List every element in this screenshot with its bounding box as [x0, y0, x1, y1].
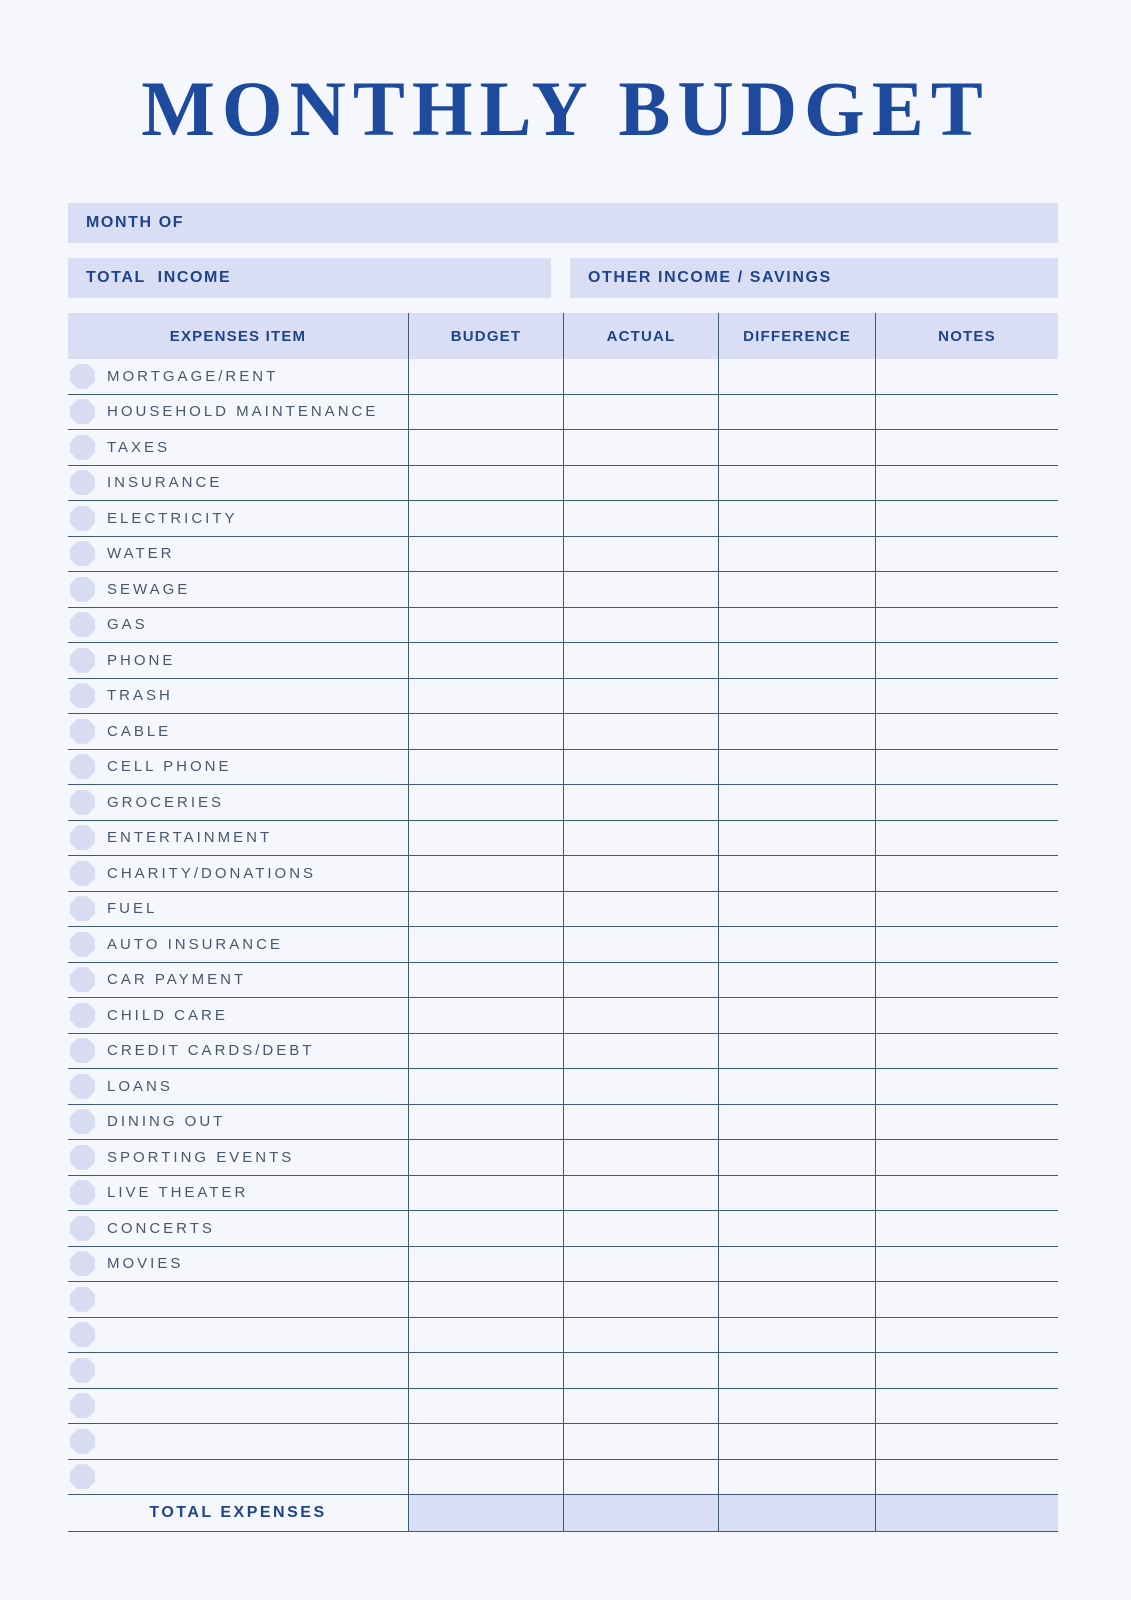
empty-expense-row	[68, 1424, 1058, 1460]
actual-cell	[563, 821, 718, 856]
difference-cell	[718, 963, 875, 998]
expense-item-cell	[68, 1140, 408, 1175]
expense-item-cell	[68, 785, 408, 820]
bullet-icon	[70, 470, 95, 495]
bullet-icon	[70, 683, 95, 708]
bullet-icon	[70, 719, 95, 744]
difference-cell	[718, 1318, 875, 1353]
expense-row	[68, 466, 1058, 502]
bullet-icon	[70, 1074, 95, 1099]
difference-cell	[718, 927, 875, 962]
notes-cell	[875, 1105, 1058, 1140]
expense-item-label: GAS	[107, 616, 148, 634]
difference-cell	[718, 537, 875, 572]
bullet-icon	[70, 1464, 95, 1489]
other-income-savings-field	[570, 258, 1058, 298]
bullet-icon	[70, 364, 95, 389]
difference-cell	[718, 821, 875, 856]
notes-cell	[875, 466, 1058, 501]
budget-cell	[408, 1318, 563, 1353]
expense-item-cell	[68, 679, 408, 714]
expense-row	[68, 643, 1058, 679]
expense-item-cell	[68, 1424, 408, 1459]
expenses-table	[68, 313, 1058, 1532]
notes-cell	[875, 785, 1058, 820]
notes-cell	[875, 1389, 1058, 1424]
budget-cell	[408, 359, 563, 394]
actual-cell	[563, 1069, 718, 1104]
bullet-icon	[70, 399, 95, 424]
budget-cell	[408, 679, 563, 714]
actual-cell	[563, 785, 718, 820]
budget-cell	[408, 785, 563, 820]
budget-cell	[408, 1460, 563, 1495]
bullet-icon	[70, 1393, 95, 1418]
bullet-icon	[70, 541, 95, 566]
month-of-field	[68, 203, 1058, 243]
actual-cell	[563, 1034, 718, 1069]
notes-cell	[875, 643, 1058, 678]
expense-row	[68, 572, 1058, 608]
difference-cell	[718, 501, 875, 536]
expense-row	[68, 1140, 1058, 1176]
difference-cell	[718, 466, 875, 501]
expense-item-label: CREDIT CARDS/DEBT	[107, 1042, 315, 1060]
actual-cell	[563, 501, 718, 536]
bullet-icon	[70, 648, 95, 673]
expense-row	[68, 1176, 1058, 1212]
budget-cell	[408, 927, 563, 962]
notes-cell	[875, 572, 1058, 607]
budget-cell	[408, 1211, 563, 1246]
expense-item-cell	[68, 430, 408, 465]
budget-cell	[408, 1069, 563, 1104]
notes-cell	[875, 856, 1058, 891]
expense-item-label: SPORTING EVENTS	[107, 1148, 295, 1166]
actual-cell	[563, 714, 718, 749]
budget-cell	[408, 1389, 563, 1424]
actual-cell	[563, 856, 718, 891]
expense-item-label: LIVE THEATER	[107, 1184, 249, 1202]
expense-row	[68, 679, 1058, 715]
bullet-icon	[70, 1322, 95, 1347]
actual-cell	[563, 1353, 718, 1388]
total-income-field	[68, 258, 551, 298]
page-title: MONTHLY BUDGET	[141, 65, 990, 152]
expense-item-label: WATER	[107, 545, 175, 563]
expense-item-cell	[68, 1176, 408, 1211]
difference-cell	[718, 572, 875, 607]
expense-item-label: HOUSEHOLD MAINTENANCE	[107, 403, 379, 421]
actual-cell	[563, 1247, 718, 1282]
expense-item-label: DINING OUT	[107, 1113, 226, 1131]
difference-cell	[718, 714, 875, 749]
bullet-icon	[70, 754, 95, 779]
total-difference-cell	[718, 1495, 875, 1531]
expense-row	[68, 1034, 1058, 1070]
expense-item-label: ENTERTAINMENT	[107, 829, 273, 847]
difference-cell	[718, 1140, 875, 1175]
empty-expense-row	[68, 1389, 1058, 1425]
expense-row	[68, 430, 1058, 466]
table-body	[68, 359, 1058, 1495]
expense-item-cell	[68, 927, 408, 962]
budget-cell	[408, 750, 563, 785]
notes-cell	[875, 1353, 1058, 1388]
actual-cell	[563, 1140, 718, 1175]
difference-cell	[718, 1353, 875, 1388]
expense-item-cell	[68, 1211, 408, 1246]
expense-item-label: PHONE	[107, 651, 176, 669]
expense-item-label: ELECTRICITY	[107, 509, 238, 527]
header-expenses-item: EXPENSES ITEM	[169, 327, 307, 345]
notes-cell	[875, 927, 1058, 962]
budget-cell	[408, 1247, 563, 1282]
expense-row	[68, 856, 1058, 892]
notes-cell	[875, 430, 1058, 465]
expense-item-label: CHARITY/DONATIONS	[107, 864, 317, 882]
bullet-icon	[70, 577, 95, 602]
bullet-icon	[70, 1145, 95, 1170]
actual-cell	[563, 892, 718, 927]
budget-cell	[408, 537, 563, 572]
expense-item-cell	[68, 466, 408, 501]
budget-cell	[408, 1353, 563, 1388]
expense-item-cell	[68, 1069, 408, 1104]
budget-cell	[408, 395, 563, 430]
actual-cell	[563, 750, 718, 785]
notes-cell	[875, 1069, 1058, 1104]
expense-row	[68, 359, 1058, 395]
expense-item-label: AUTO INSURANCE	[107, 935, 283, 953]
bullet-icon	[70, 1003, 95, 1028]
bullet-icon	[70, 825, 95, 850]
difference-cell	[718, 1034, 875, 1069]
expense-row	[68, 998, 1058, 1034]
difference-cell	[718, 785, 875, 820]
budget-cell	[408, 856, 563, 891]
bullet-icon	[70, 1038, 95, 1063]
notes-cell	[875, 750, 1058, 785]
expense-item-label: SEWAGE	[107, 580, 191, 598]
expense-item-cell	[68, 1389, 408, 1424]
budget-cell	[408, 643, 563, 678]
notes-cell	[875, 1318, 1058, 1353]
actual-cell	[563, 430, 718, 465]
expense-row	[68, 537, 1058, 573]
bullet-icon	[70, 790, 95, 815]
actual-cell	[563, 1282, 718, 1317]
budget-cell	[408, 466, 563, 501]
expense-item-label: CHILD CARE	[107, 1006, 228, 1024]
budget-cell	[408, 1034, 563, 1069]
total-income-label: TOTAL INCOME	[86, 269, 232, 286]
notes-cell	[875, 537, 1058, 572]
header-budget: BUDGET	[408, 313, 563, 359]
expense-item-cell	[68, 892, 408, 927]
expense-row	[68, 821, 1058, 857]
difference-cell	[718, 608, 875, 643]
expense-item-label: CONCERTS	[107, 1219, 215, 1237]
actual-cell	[563, 1424, 718, 1459]
difference-cell	[718, 1424, 875, 1459]
bullet-icon	[70, 861, 95, 886]
expense-item-label: FUEL	[107, 900, 158, 918]
expense-item-label: MORTGAGE/RENT	[107, 367, 279, 385]
difference-cell	[718, 998, 875, 1033]
expense-item-cell	[68, 1247, 408, 1282]
expense-item-cell	[68, 1353, 408, 1388]
expense-item-label: GROCERIES	[107, 793, 225, 811]
expense-row	[68, 1211, 1058, 1247]
total-expenses-label-cell	[68, 1495, 408, 1531]
expense-item-cell	[68, 608, 408, 643]
header-actual: ACTUAL	[563, 313, 718, 359]
notes-cell	[875, 1282, 1058, 1317]
budget-cell	[408, 1140, 563, 1175]
bullet-icon	[70, 435, 95, 460]
budget-cell	[408, 572, 563, 607]
expense-item-cell	[68, 963, 408, 998]
difference-cell	[718, 1176, 875, 1211]
total-expenses-label: TOTAL EXPENSES	[149, 1504, 327, 1521]
bullet-icon	[70, 1358, 95, 1383]
budget-cell	[408, 1105, 563, 1140]
difference-cell	[718, 679, 875, 714]
month-of-label: MONTH OF	[86, 214, 185, 231]
total-budget-cell	[408, 1495, 563, 1531]
expense-row	[68, 963, 1058, 999]
bullet-icon	[70, 1109, 95, 1134]
expense-row	[68, 608, 1058, 644]
notes-cell	[875, 1176, 1058, 1211]
expense-item-cell	[68, 1282, 408, 1317]
expense-row	[68, 1247, 1058, 1283]
expense-row	[68, 785, 1058, 821]
notes-cell	[875, 679, 1058, 714]
budget-cell	[408, 501, 563, 536]
expense-row	[68, 892, 1058, 928]
difference-cell	[718, 892, 875, 927]
expense-item-cell	[68, 537, 408, 572]
notes-cell	[875, 1424, 1058, 1459]
expense-row	[68, 750, 1058, 786]
actual-cell	[563, 1389, 718, 1424]
actual-cell	[563, 927, 718, 962]
actual-cell	[563, 1460, 718, 1495]
notes-cell	[875, 998, 1058, 1033]
budget-cell	[408, 892, 563, 927]
difference-cell	[718, 1069, 875, 1104]
expense-item-label: TRASH	[107, 687, 173, 705]
empty-expense-row	[68, 1460, 1058, 1496]
budget-cell	[408, 1424, 563, 1459]
table-header-row	[68, 313, 1058, 359]
empty-expense-row	[68, 1282, 1058, 1318]
actual-cell	[563, 359, 718, 394]
expense-item-label: MOVIES	[107, 1255, 184, 1273]
expense-item-cell	[68, 1460, 408, 1495]
bullet-icon	[70, 1216, 95, 1241]
bullet-icon	[70, 612, 95, 637]
expense-item-cell	[68, 1318, 408, 1353]
notes-cell	[875, 395, 1058, 430]
actual-cell	[563, 1318, 718, 1353]
notes-cell	[875, 1140, 1058, 1175]
budget-cell	[408, 821, 563, 856]
actual-cell	[563, 1211, 718, 1246]
expense-item-label: CAR PAYMENT	[107, 971, 247, 989]
expense-item-label: TAXES	[107, 438, 171, 456]
difference-cell	[718, 430, 875, 465]
bullet-icon	[70, 506, 95, 531]
difference-cell	[718, 1247, 875, 1282]
notes-cell	[875, 608, 1058, 643]
notes-cell	[875, 714, 1058, 749]
expense-item-cell	[68, 1105, 408, 1140]
difference-cell	[718, 856, 875, 891]
actual-cell	[563, 1176, 718, 1211]
actual-cell	[563, 466, 718, 501]
difference-cell	[718, 1105, 875, 1140]
expense-item-cell	[68, 395, 408, 430]
expense-row	[68, 501, 1058, 537]
expense-item-cell	[68, 750, 408, 785]
actual-cell	[563, 643, 718, 678]
expense-item-label: CELL PHONE	[107, 758, 232, 776]
budget-cell	[408, 963, 563, 998]
total-expenses-row	[68, 1495, 1058, 1532]
notes-cell	[875, 501, 1058, 536]
bullet-icon	[70, 1287, 95, 1312]
expense-row	[68, 1069, 1058, 1105]
notes-cell	[875, 821, 1058, 856]
expense-item-cell	[68, 501, 408, 536]
difference-cell	[718, 1282, 875, 1317]
actual-cell	[563, 395, 718, 430]
bullet-icon	[70, 967, 95, 992]
budget-cell	[408, 430, 563, 465]
expense-item-cell	[68, 998, 408, 1033]
total-actual-cell	[563, 1495, 718, 1531]
difference-cell	[718, 1460, 875, 1495]
bullet-icon	[70, 1180, 95, 1205]
expense-item-label: LOANS	[107, 1077, 173, 1095]
expense-item-cell	[68, 359, 408, 394]
difference-cell	[718, 359, 875, 394]
budget-cell	[408, 608, 563, 643]
bullet-icon	[70, 896, 95, 921]
notes-cell	[875, 1211, 1058, 1246]
expense-row	[68, 395, 1058, 431]
expense-row	[68, 1105, 1058, 1141]
actual-cell	[563, 963, 718, 998]
notes-cell	[875, 1460, 1058, 1495]
expense-item-cell	[68, 1034, 408, 1069]
actual-cell	[563, 998, 718, 1033]
notes-cell	[875, 1247, 1058, 1282]
expense-row	[68, 927, 1058, 963]
difference-cell	[718, 1211, 875, 1246]
expense-item-label: INSURANCE	[107, 474, 223, 492]
expense-item-cell	[68, 643, 408, 678]
budget-cell	[408, 998, 563, 1033]
expense-row	[68, 714, 1058, 750]
actual-cell	[563, 679, 718, 714]
empty-expense-row	[68, 1353, 1058, 1389]
notes-cell	[875, 963, 1058, 998]
difference-cell	[718, 750, 875, 785]
other-income-savings-label: OTHER INCOME / SAVINGS	[588, 269, 832, 286]
expense-item-cell	[68, 821, 408, 856]
header-difference: DIFFERENCE	[718, 313, 875, 359]
notes-cell	[875, 1034, 1058, 1069]
budget-cell	[408, 1282, 563, 1317]
bullet-icon	[70, 1251, 95, 1276]
expense-item-label: CABLE	[107, 722, 172, 740]
actual-cell	[563, 1105, 718, 1140]
bullet-icon	[70, 1429, 95, 1454]
expense-item-cell	[68, 714, 408, 749]
expense-item-cell	[68, 572, 408, 607]
bullet-icon	[70, 932, 95, 957]
actual-cell	[563, 572, 718, 607]
empty-expense-row	[68, 1318, 1058, 1354]
actual-cell	[563, 537, 718, 572]
total-notes-cell	[875, 1495, 1058, 1531]
difference-cell	[718, 395, 875, 430]
budget-cell	[408, 1176, 563, 1211]
notes-cell	[875, 359, 1058, 394]
difference-cell	[718, 643, 875, 678]
actual-cell	[563, 608, 718, 643]
budget-cell	[408, 714, 563, 749]
header-notes: NOTES	[875, 313, 1058, 359]
expense-item-cell	[68, 856, 408, 891]
difference-cell	[718, 1389, 875, 1424]
notes-cell	[875, 892, 1058, 927]
